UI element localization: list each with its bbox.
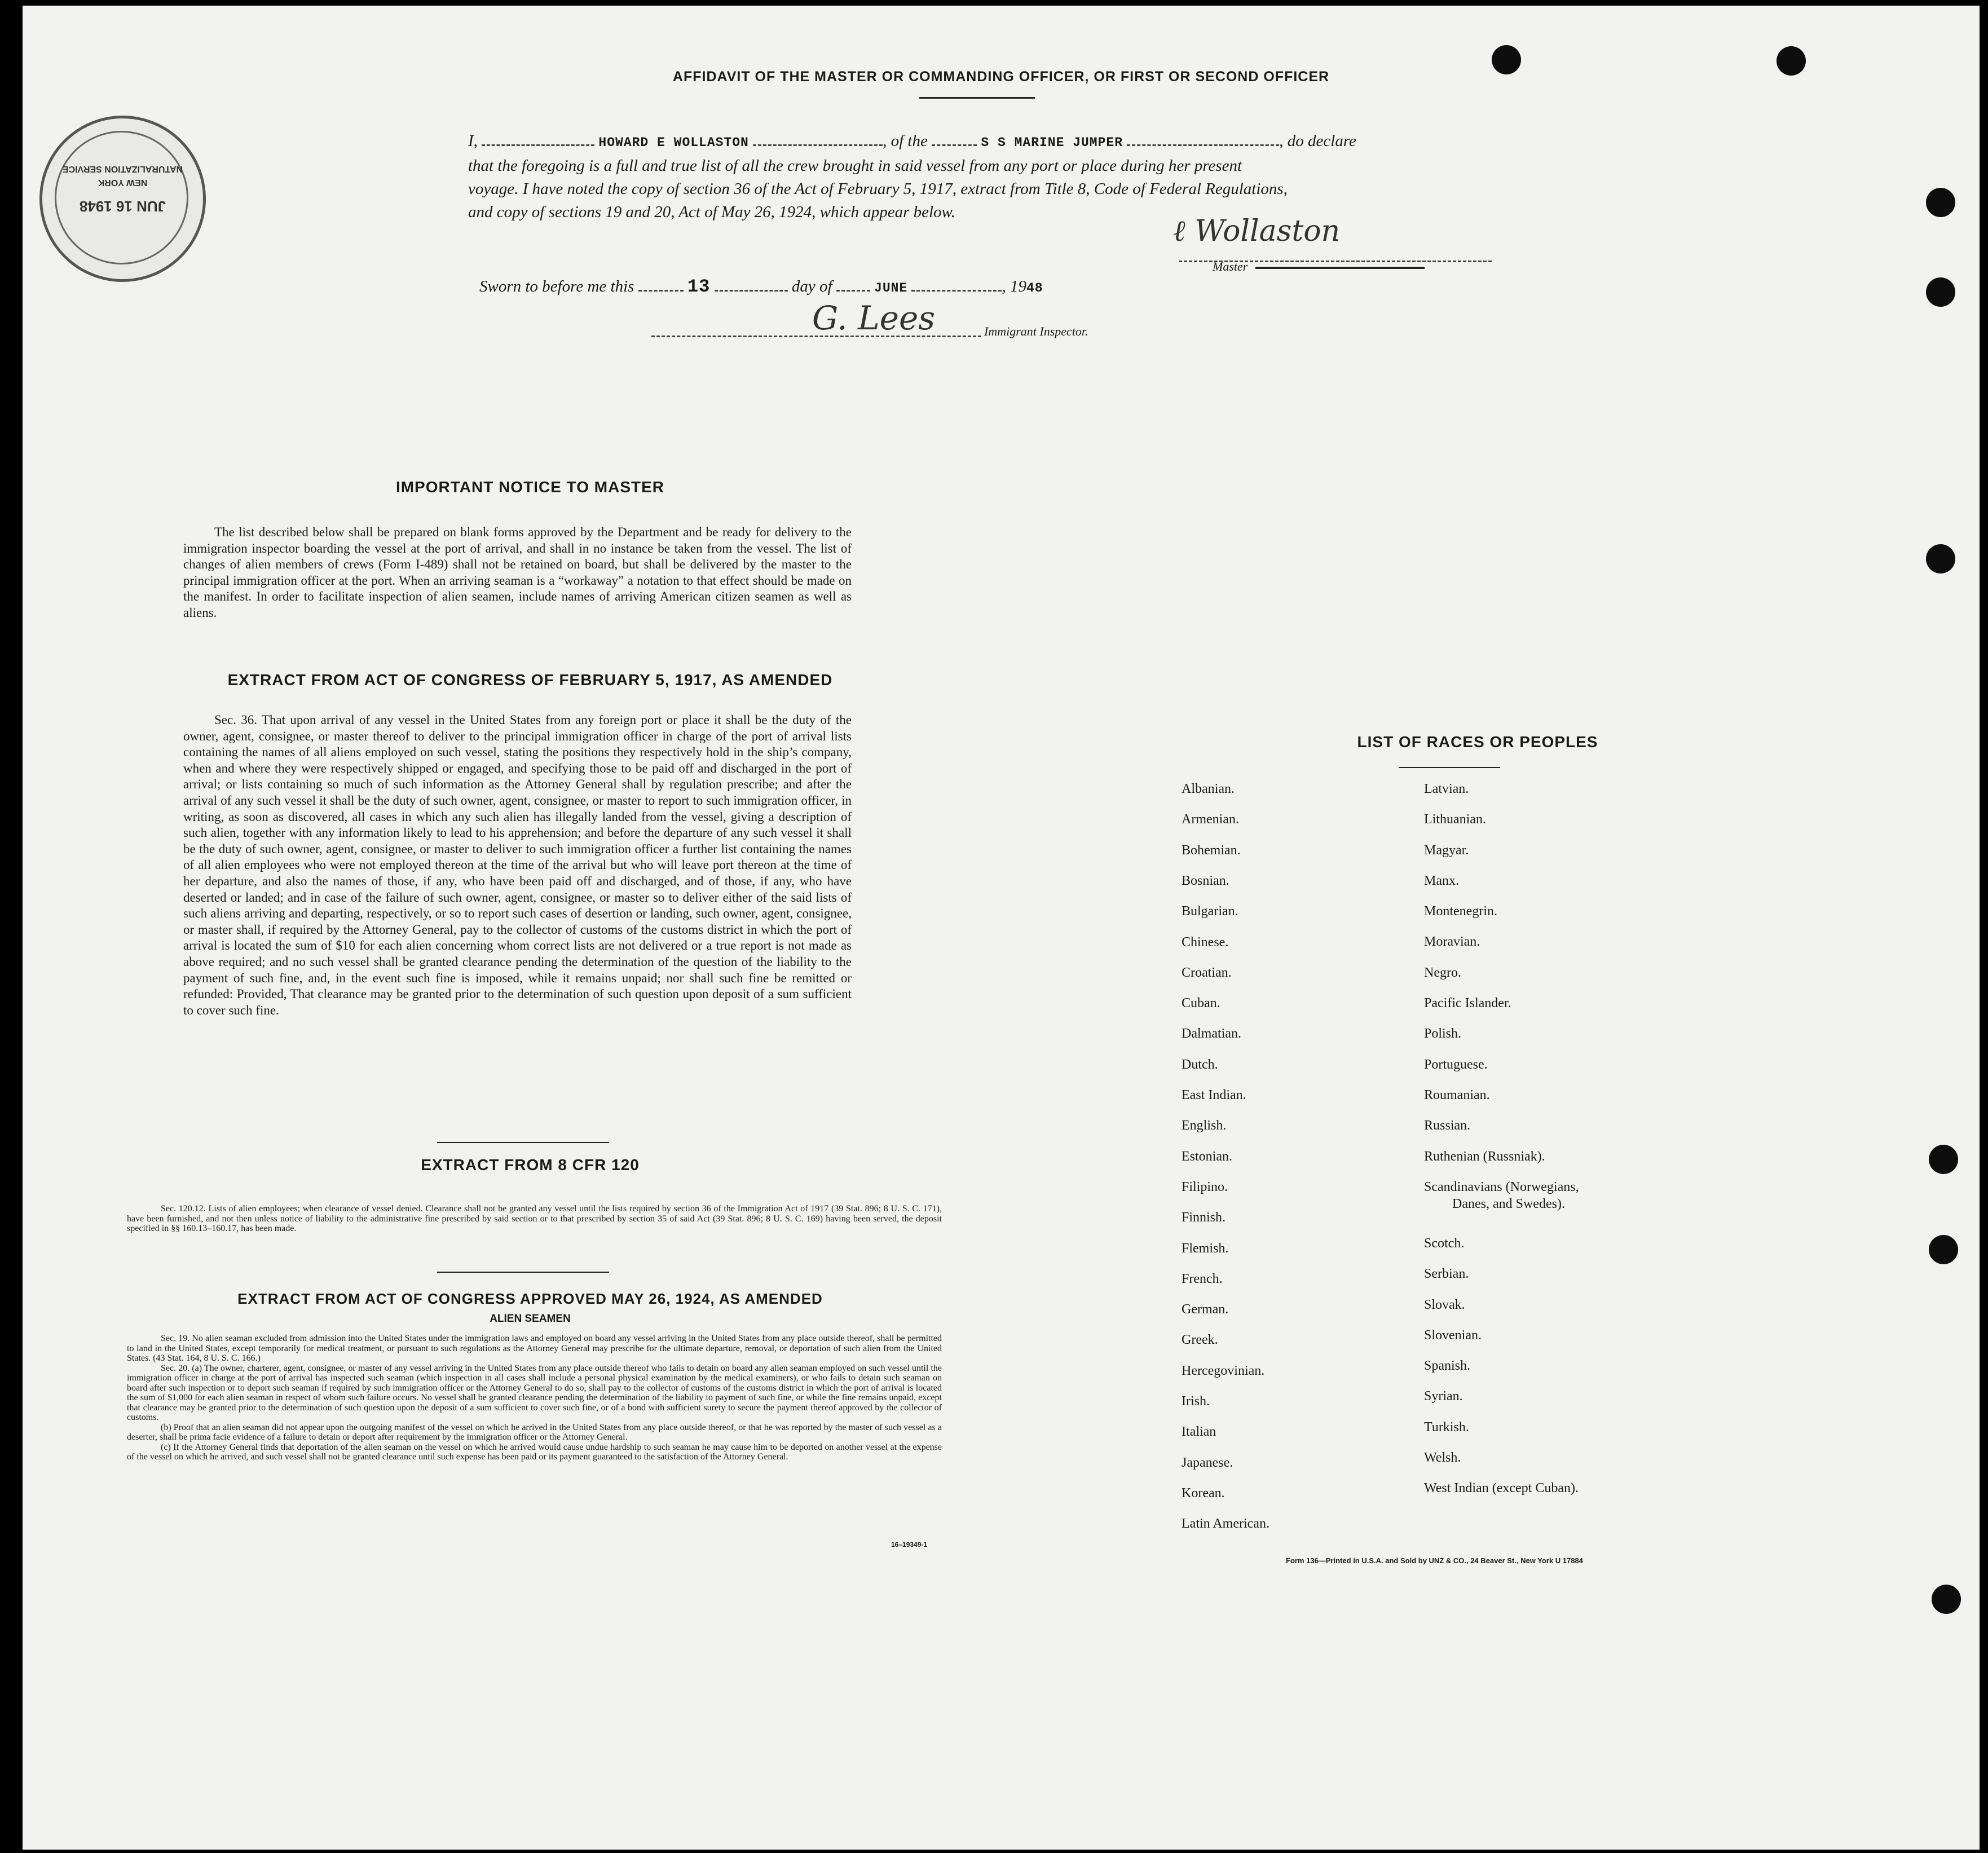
sworn-day: 13 [687,276,711,297]
extract-1917-body: Sec. 36. That upon arrival of any vessel in the United States from any foreign port or place it shall be the duty of the owner, agent, consignee, or master thereof to deliver to the principal immigration officer in charge of the port of arrival lists containing the names of all aliens employed on such vessel, stating the positions they respectively hold in the ship’s company, when and where they were respectively shipped or engaged, and specifying those to be paid off and discharged in the port of arrival; or lists containing so much of such information as the Attorney General shall by regulation prescribe; and after the arrival of any such vessel it shall be the duty of such owner, agent, consignee, or master to report to such immigration officer, in writing, as soon as discovered, all cases in which any such alien has illegally landed from the vessel, giving a description of such alien, together with any information likely to lead to his apprehension; and before the departure of any such vessel it shall be the duty of such owner, agent, consignee, or master to deliver to such immigration officer a further list containing the names of all alien employees who were not employed thereon at the time of the arrival but who will leave port thereon at the time of her departure, and also the names of those, if any, who have been paid off and discharged, and of those, if any, who have deserted or landed; and in case of the failure of such owner, agent, consignee, or master so to deliver either of the said lists of such aliens arriving and departing, respectively, or so to report such cases of desertion or landing, such owner, agent, consignee, or master shall, if required by the Attorney General, pay to the collector of customs of the customs district in which the port of arrival is located the sum of $10 for each alien concerning whom correct lists are not delivered or a true report is not made as above required; and no such vessel shall be granted clearance pending the determination of the question of the liability to the payment of such fine, and, in the event such fine is imposed, while it remains unpaid; nor shall such fine be remitted or refunded: Provided, That clearance may be granted prior to the determination of such question upon deposit of a sum sufficient to cover such fine. [183,713,852,1017]
of-the-label: , of the [883,132,928,150]
sec20b-text: (b) Proof that an alien seaman did not appear upon the outgoing manifest of the vessel on which he arrived in the United States from any place outside thereof, or that he was reported by the master of such vessel as a deserter, shall be prima facie evidence of a failure to detain or deport after requirement by the immigration officer or the Attorney General. [127,1422,942,1442]
race-item: Montenegrin. [1424,904,1497,919]
race-item: Syrian. [1424,1389,1463,1404]
extract-1924-title: EXTRACT FROM ACT OF CONGRESS APPROVED MAY 26, 1924, AS AMENDED [237,1290,823,1307]
race-item: Magyar. [1424,843,1469,858]
race-item: Bulgarian. [1182,904,1238,919]
race-item: Serbian. [1424,1267,1469,1281]
race-item: Scotch. [1424,1236,1465,1251]
sworn-line: Sworn to before me this 13 day of JUNE , 1948 [479,276,1043,297]
extract-1924-body [127,1334,942,1462]
race-item: Russian. [1424,1118,1471,1133]
race-item: Roumanian. [1424,1088,1490,1102]
race-item: Hercegovinian. [1182,1364,1265,1378]
race-item: Lithuanian. [1424,812,1486,827]
race-item: Danes, and Swedes). [1452,1197,1565,1211]
race-item: East Indian. [1182,1088,1246,1102]
race-item: Portuguese. [1424,1057,1488,1072]
races-title: LIST OF RACES OR PEOPLES [1357,733,1598,751]
affidavit-name-line [468,130,1528,155]
punch-hole-icon [1932,1585,1961,1614]
race-item: Negro. [1424,965,1461,980]
race-item: Croatian. [1182,965,1232,980]
declare-label: , do declare [1279,132,1356,150]
race-item: Finnish. [1182,1210,1226,1225]
sworn-month: JUNE [874,281,908,295]
race-item: Japanese. [1182,1455,1233,1470]
vessel-name: S S MARINE JUMPER [981,135,1123,150]
race-item: Chinese. [1182,935,1229,950]
race-item: Armenian. [1182,812,1239,827]
punch-hole-icon [1926,544,1955,573]
extract-1924-subtitle: ALIEN SEAMEN [490,1313,571,1325]
race-item: English. [1182,1118,1227,1133]
race-item: Welsh. [1424,1450,1461,1465]
race-item: Latvian. [1424,782,1469,796]
sec20c-text: (c) If the Attorney General finds that deportation of the alien seaman on the vessel on which he arrived would cause undue hardship to such seaman he may cause him to be deported on another vessel at the expense of the vessel on which he arrived, and such vessel shall not be granted clearance until such expense has been paid or its payment guaranteed to the satisfaction of the Attorney General. [127,1442,942,1462]
i-label: I, [468,132,478,150]
notice-body: The list described below shall be prepared on blank forms approved by the Department and be ready for delivery to the immigration inspector boarding the vessel at the port of arrival, and shall in no instance be taken from the vessel. The list of changes of alien members of crews (Form I-489) shall not be retained on board, but shall be delivered by the master to the principal immigration officer at the port. When an arriving seaman is a “workaway” a notation to that effect should be made on the manifest. In order to facilitate inspection of alien seamen, include names of arriving American citizen seamen as well as aliens. [183,525,852,620]
race-item: Albanian. [1182,782,1235,796]
extract-cfr-title: EXTRACT FROM 8 CFR 120 [421,1156,640,1173]
race-item: Slovak. [1424,1298,1465,1312]
race-item: Irish. [1182,1394,1210,1409]
affidavit-statement-1: that the foregoing is a full and true list of all the crew brought in said vessel from any port or place during her present [468,157,1242,175]
notice-title: IMPORTANT NOTICE TO MASTER [395,478,665,496]
race-item: Dalmatian. [1182,1026,1241,1041]
race-item: Manx. [1424,873,1459,888]
race-item: Spanish. [1424,1358,1471,1373]
immigration-stamp [39,116,206,282]
race-item: German. [1182,1302,1229,1317]
master-name: HOWARD E WOLLASTON [598,135,749,150]
race-item: Filipino. [1182,1180,1228,1194]
race-item: Moravian. [1424,934,1480,949]
master-signature: ℓ Wollaston [1173,214,1341,248]
manifest-page [23,6,1980,1850]
race-item: Bohemian. [1182,843,1241,858]
extract-cfr-body: Sec. 120.12. Lists of alien employees; when clearance of vessel denied. Clearance shall not be granted any vessel until the lists required by section 36 of the Immigration Act of 1917 (39 Stat. 896; 8 U. S. C. 171), have been furnished, and not then unless notice of liability to the administrative fine prescribed by said section or to that prescribed by section 35 of said Act (39 Stat. 896; 8 U. S. C. 169) having been served, the deposit specified in §§ 160.13–160.17, has been made. [127,1204,942,1233]
punch-hole-icon [1926,277,1955,307]
race-item: Dutch. [1182,1057,1218,1072]
stamp-line1: NATURALIZATION SERVICE [62,164,183,174]
punch-hole-icon [1929,1145,1958,1174]
printer-line: Form 136—Printed in U.S.A. and Sold by UNZ & CO., 24 Beaver St., New York U 17884 [1286,1556,1583,1565]
stamp-date: JUN 16 1948 [79,198,166,215]
sec19-text: Sec. 19. No alien seaman excluded from admission into the United States under the immigration laws and employed on board any vessel arriving in the United States from any place outside thereof, shall be permitted to land in the United States, except temporarily for medical treatment, or pursuant to such regulations as the Attorney General may prescribe for the ultimate departure, removal, or deportation of such alien from the United States. (43 Stat. 164, 8 U. S. C. 166.) [127,1334,942,1363]
race-item: Latin American. [1182,1516,1270,1531]
sworn-year: 48 [1026,281,1043,295]
race-item: Korean. [1182,1486,1225,1501]
race-item: Scandinavians (Norwegians, [1424,1180,1579,1194]
affidavit-statement-3: and copy of sections 19 and 20, Act of May 26, 1924, which appear below. [468,203,955,221]
form-code: 16–19349-1 [891,1541,928,1548]
affidavit-title: AFFIDAVIT OF THE MASTER OR COMMANDING OFFICER, OR FIRST OR SECOND OFFICER [672,69,1330,85]
stamp-line2: NEW YORK [98,178,148,187]
punch-hole-icon [1929,1235,1958,1264]
race-item: Slovenian. [1424,1328,1482,1343]
race-item: Flemish. [1182,1241,1229,1256]
race-item: Polish. [1424,1026,1462,1041]
inspector-caption: Immigrant Inspector. [984,324,1088,338]
inspector-signature: G. Lees [812,299,936,337]
race-item: Pacific Islander. [1424,996,1511,1011]
race-item: Cuban. [1182,996,1220,1011]
affidavit-statement-2: voyage. I have noted the copy of section 36 of the Act of February 5, 1917, extract from Title 8, Code of Federal Regulations, [468,180,1288,198]
race-item: Ruthenian (Russniak). [1424,1149,1545,1164]
punch-hole-icon [1926,188,1955,217]
race-item: West Indian (except Cuban). [1424,1481,1579,1495]
race-item: Estonian. [1182,1149,1232,1164]
race-item: Italian [1182,1424,1216,1439]
race-item: Turkish. [1424,1420,1469,1435]
sec20a-text: Sec. 20. (a) The owner, charterer, agent, consignee, or master of any vessel arriving in the United States from any place outside thereof who fails to detain on board any alien seaman employed on such vessel until the immigration officer in charge at the port of arrival has inspected such seaman (which inspection in all cases shall include a personal physical examination by the medical examiners), or who fails to detain such seaman on board after such inspection or to deport such seaman if required by such immigration officer or the Attorney General to do so, shall pay to the collector of customs of the customs district in which the port of arrival is located the sum of $1,000 for each alien seaman in respect of whom such failure occurs. No vessel shall be granted clearance pending the determination of the liability to payment of such fine, or while the fine remains unpaid, except that clearance may be granted prior to the determination of such question upon the deposit of a sum sufficient to cover such fine, or of a bond with sufficient surety to secure the payment thereof approved by the collector of customs. [127,1363,942,1422]
race-item: Greek. [1182,1333,1218,1347]
extract-1917-title: EXTRACT FROM ACT OF CONGRESS OF FEBRUARY 5, 1917, AS AMENDED [227,671,833,689]
signature-caption: Master [1213,259,1425,274]
race-item: French. [1182,1272,1223,1286]
race-item: Bosnian. [1182,873,1229,888]
